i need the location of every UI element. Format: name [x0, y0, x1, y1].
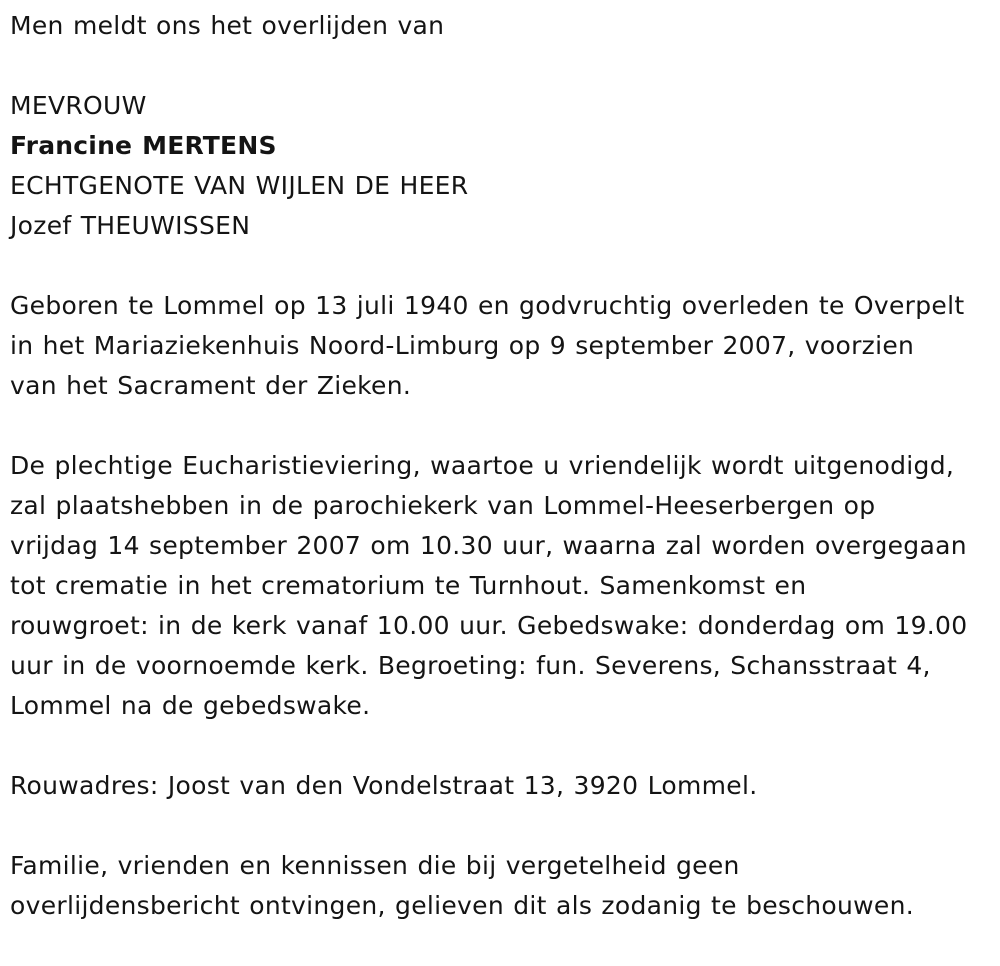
paragraph-line: De plechtige Eucharistieviering, waartoe u vriendelijk wordt uitgenodigd, [10, 451, 955, 480]
death-notice [10, 0, 995, 926]
spacer [10, 726, 995, 766]
spacer [10, 406, 995, 446]
paragraph-line: Familie, vrienden en kennissen die bij vergetelheid geen [10, 851, 740, 880]
paragraph-line: in het Mariaziekenhuis Noord-Limburg op 9 september 2007, voorzien [10, 331, 915, 360]
paragraph-line: tot crematie in het crematorium te Turnhout. Samenkomst en [10, 571, 807, 600]
title-text: MEVROUW [10, 91, 147, 120]
intro-text: Men meldt ons het overlijden van [10, 11, 445, 40]
spacer [10, 806, 995, 846]
paragraph-line: zal plaatshebben in de parochiekerk van Lommel-Heeserbergen op [10, 491, 876, 520]
paragraph-line: van het Sacrament der Zieken. [10, 371, 412, 400]
spouse-name: Jozef THEUWISSEN [10, 211, 251, 240]
deceased-name: Francine MERTENS [10, 131, 277, 160]
paragraph-line: rouwgroet: in de kerk vanaf 10.00 uur. Gebedswake: donderdag om 19.00 [10, 611, 968, 640]
relation-text: ECHTGENOTE VAN WIJLEN DE HEER [10, 171, 469, 200]
paragraph-line: Geboren te Lommel op 13 juli 1940 en godvruchtig overleden te Overpelt [10, 291, 965, 320]
spacer [10, 46, 995, 86]
closing-paragraph [10, 846, 995, 926]
paragraph-line: uur in de voornoemde kerk. Begroeting: fun. Severens, Schansstraat 4, [10, 651, 931, 680]
paragraph-line: overlijdensbericht ontvingen, gelieven dit als zodanig te beschouwen. [10, 891, 914, 920]
spacer [10, 246, 995, 286]
paragraph-line: Lommel na de gebedswake. [10, 691, 371, 720]
paragraph-line: vrijdag 14 september 2007 om 10.30 uur, waarna zal worden overgegaan [10, 531, 967, 560]
mourning-address: Rouwadres: Joost van den Vondelstraat 13, 3920 Lommel. [10, 771, 758, 800]
birth-death-paragraph [10, 286, 995, 406]
ceremony-paragraph [10, 446, 995, 726]
